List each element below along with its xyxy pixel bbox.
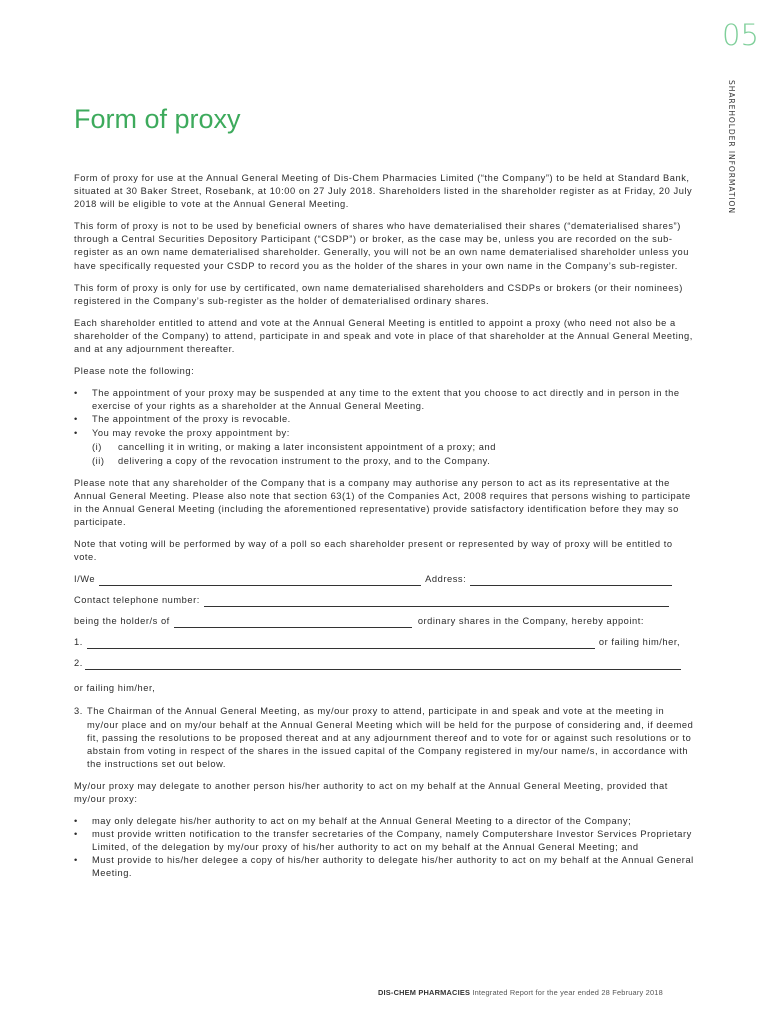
revoke-option-text: delivering a copy of the revocation instrument to the proxy, and to the Company. (118, 455, 491, 466)
footer-brand: DIS-CHEM PHARMACIES (378, 988, 471, 997)
representative-paragraph: Please note that any shareholder of the Company that is a company may authorise any person to act as its representative at the Annual General Meeting. Please also note that section 63(1) of the Companies Act, 2008 requires that persons wishing to participate in the Annual General Meeting (including the aforementioned representative) provide satisfactory identification before they may so participate. (74, 477, 691, 528)
certificated-paragraph: This form of proxy is only for use by certificated, own name dematerialised shareholders and CSDPs or brokers (or their nominees) registered in the Company’s sub-register as the holder of dematerialised ordinary shares. (74, 282, 683, 306)
proxy-1-label: 1. (74, 637, 83, 648)
address-field[interactable] (470, 575, 672, 586)
name-address-row (74, 573, 696, 586)
or-failing-text: or failing him/her, (74, 683, 156, 694)
note-item (74, 427, 696, 468)
note-item-text: You may revoke the proxy appointment by: (92, 427, 290, 438)
address-label: Address: (425, 574, 467, 585)
name-field[interactable] (99, 575, 421, 586)
contact-label: Contact telephone number: (74, 595, 200, 606)
delegate-intro: My/our proxy may delegate to another person his/her authority to act on my behalf at the Annual General Meeting, provided that my/our proxy: (74, 780, 668, 804)
contact-row (74, 594, 696, 607)
revoke-option-text: cancelling it in writing, or making a later inconsistent appointment of a proxy; and (118, 441, 496, 452)
chairman-item (74, 705, 696, 770)
chairman-number: 3. (74, 706, 83, 717)
revoke-option-marker: (ii) (92, 455, 105, 466)
revoke-option (92, 455, 696, 468)
revoke-option-marker: (i) (92, 441, 102, 452)
notes-list (74, 387, 696, 468)
holder-label: being the holder/s of (74, 616, 170, 627)
entitlement-paragraph: Each shareholder entitled to attend and vote at the Annual General Meeting is entitled to appoint a proxy (who need not also be a shareholder of the Company) to attend, participate in and speak and vote in place of that shareholder at the Annual General Meeting, and at any adjournment thereafter. (74, 317, 693, 355)
intro-paragraph: Form of proxy for use at the Annual General Meeting of Dis-Chem Pharmacies Limited (“the Company”) to be held at Standard Bank, situated at 30 Baker Street, Rosebank, at 10:00 on 27 July 2018. Shareholders listed in the shareholder register as at Friday, 20 July 2018 will be eligible to vote at the Annual General Meeting. (74, 173, 693, 210)
page-title: Form of proxy (74, 104, 241, 134)
delegate-item: • Must provide to his/her delegee a copy of his/her authority to delegate his/her authority to act on my behalf at the Annual General Meeting. (74, 854, 696, 880)
beneficial-owners-paragraph: This form of proxy is not to be used by beneficial owners of shares who have dematerialised their shares (“dematerialised shares”) through a Central Securities Depository Participant (“CSDP”) or broker, as the case may be, unless you are recorded on the sub-register as an own name dematerialised shareholder. Generally, you will not be an own name dematerialised shareholder unless you have specifically requested your CSDP to record you as the holder of the shares in your own name in the Company’s sub-register. (74, 221, 689, 271)
iwe-label: I/We (74, 574, 96, 585)
proxy-2-field[interactable] (85, 659, 681, 670)
holder-row (74, 615, 696, 628)
footer-text: Integrated Report for the year ended 28 February 2018 (472, 988, 663, 997)
poll-paragraph: Note that voting will be performed by way of a poll so each shareholder present or represented by way of proxy will be entitled to vote. (74, 539, 673, 563)
proxy-1-suffix: or failing him/her, (598, 637, 681, 648)
note-item: • The appointment of the proxy is revocable. (74, 413, 696, 426)
please-note-heading: Please note the following: (74, 366, 195, 377)
chairman-text: The Chairman of the Annual General Meeting, as my/our proxy to attend, participate in and speak and vote at the meeting in my/our place and on my/our behalf at the Annual General Meeting which will be held for the purpose of considering and, if deemed fit, passing the resolutions to be proposed thereat and at any adjournment thereof and to vote for or against such resolutions or to abstain from voting in respect of the shares in the issued capital of the Company registered in my/our name/s, in accordance with the instructions set out below. (87, 706, 694, 769)
contact-number-field[interactable] (204, 596, 669, 607)
document-body (74, 172, 696, 890)
delegate-list (74, 815, 696, 880)
shares-count-field[interactable] (174, 617, 412, 628)
holder-suffix: ordinary shares in the Company, hereby appoint: (417, 616, 645, 627)
side-section-label: SHAREHOLDER INFORMATION (727, 80, 736, 214)
proxy-2-label: 2. (74, 658, 83, 669)
page-footer (378, 988, 663, 997)
revoke-option (92, 441, 696, 454)
proxy-1-field[interactable] (87, 638, 595, 649)
proxy-2-row (74, 657, 696, 670)
proxy-1-row (74, 636, 696, 649)
note-item: • The appointment of your proxy may be suspended at any time to the extent that you choose to act directly and in person in the exercise of your rights as a shareholder at the Annual General Meeting. (74, 387, 696, 413)
revoke-options (92, 441, 696, 468)
delegate-item: • may only delegate his/her authority to act on my behalf at the Annual General Meeting to a director of the Company; (74, 815, 696, 828)
delegate-item: • must provide written notification to the transfer secretaries of the Company, namely Computershare Investor Services Proprietary Limited, of the delegation by my/our proxy of his/her authority to act on my behalf at the Annual General Meeting; and (74, 828, 696, 854)
section-number: 05 (722, 18, 759, 52)
